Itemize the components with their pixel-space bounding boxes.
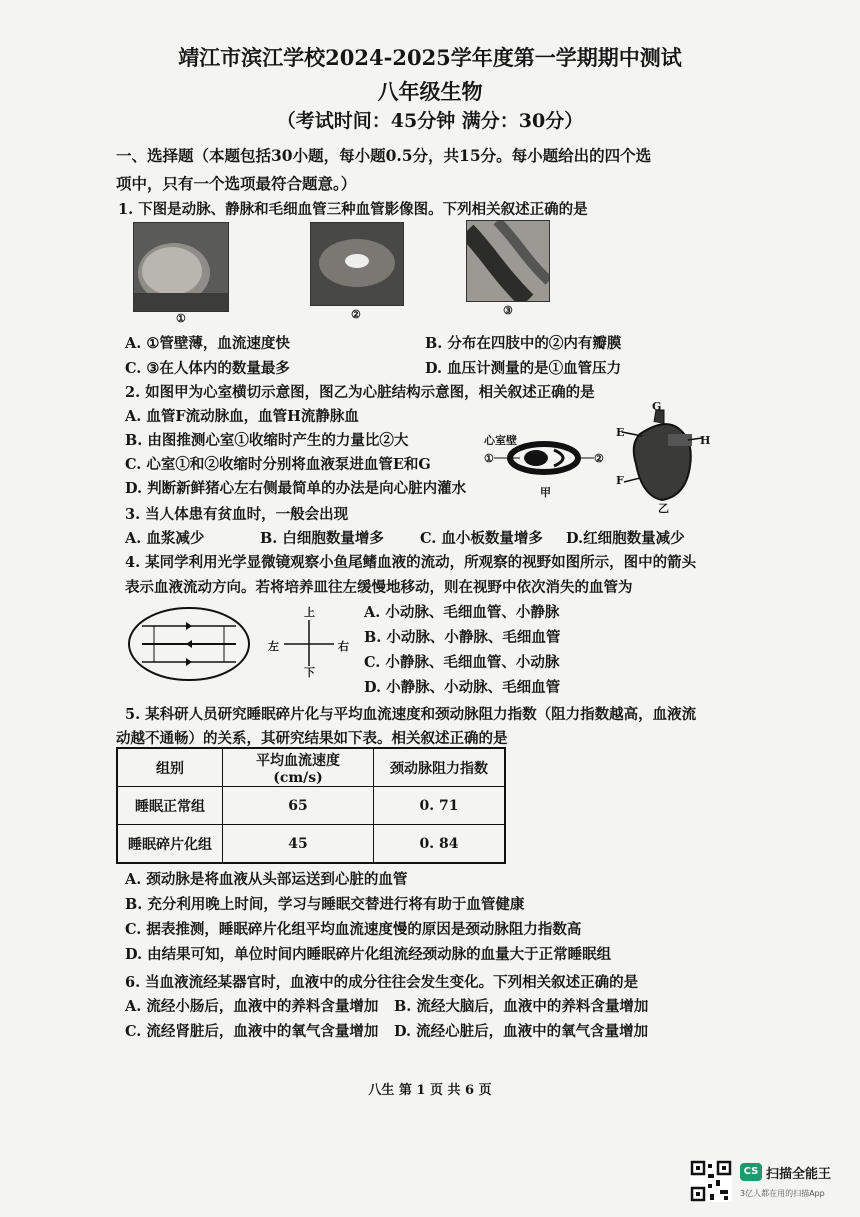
capillary-photo: [466, 220, 550, 302]
vessel-g-label: G: [652, 400, 662, 413]
table-cell: 睡眠碎片化组: [117, 825, 223, 864]
direction-compass: [264, 606, 354, 679]
q6-option-d: D. 流经心脏后，血液中的氧气含量增加: [394, 1023, 649, 1040]
ventricle-1-label: ①: [484, 452, 494, 465]
q3-option-b: B. 白细胞数量增多: [260, 530, 384, 547]
q2-option-b: B. 由图推测心室①收缩时产生的力量比②大: [125, 432, 409, 449]
section-intro-line1: 一、选择题（本题包括30小题，每小题0.5分，共15分。每小题给出的四个选: [116, 146, 652, 165]
q4-option-c: C. 小静脉、毛细血管、小动脉: [364, 654, 560, 671]
q3-option-d: D.红细胞数量减少: [566, 530, 685, 547]
vessel-h-label: H: [700, 434, 711, 447]
q1-option-a: A. ①管壁薄，血流速度快: [125, 335, 290, 352]
vessel-e-label: E: [616, 426, 625, 439]
artery-photo: [133, 222, 229, 312]
q4-option-b: B. 小动脉、小静脉、毛细血管: [364, 629, 561, 646]
table-cell: 0. 71: [374, 787, 506, 825]
q3-option-c: C. 血小板数量增多: [420, 530, 543, 547]
table-header-row: [117, 748, 505, 787]
subject-title: 八年级生物: [377, 79, 483, 104]
qr-code-icon: [690, 1160, 732, 1202]
q5-stem-line1: 5. 某科研人员研究睡眠碎片化与平均血流速度和颈动脉阻力指数（阻力指数越高，血液流: [125, 706, 697, 723]
q1-label-1: ①: [176, 312, 186, 325]
q1-option-b: B. 分布在四肢中的②内有瓣膜: [425, 335, 622, 352]
q5-option-c: C. 据表推测，睡眠碎片化组平均血流速度慢的原因是颈动脉阻力指数高: [125, 921, 582, 938]
q5-option-a: A. 颈动脉是将血液从头部运送到心脏的血管: [125, 871, 408, 888]
q1-label-3: ③: [503, 304, 513, 317]
compass-up-label: 上: [304, 606, 315, 619]
q2-option-a: A. 血管F流动脉血，血管H流静脉血: [125, 408, 359, 425]
q1-option-c: C. ③在人体内的数量最多: [125, 360, 290, 377]
table-row: [117, 787, 505, 825]
table-cell: 0. 84: [374, 825, 506, 864]
q1-stem: 1. 下图是动脉、静脉和毛细血管三种血管影像图。下列相关叙述正确的是: [118, 201, 588, 218]
heart-wall-label: 心室壁: [484, 434, 517, 447]
camscanner-tagline: 3亿人都在用的扫描App: [740, 1189, 825, 1198]
table-row: [117, 825, 505, 864]
q6-option-c: C. 流经肾脏后，血液中的氧气含量增加: [125, 1023, 379, 1040]
q2-stem: 2. 如图甲为心室横切示意图，图乙为心脏结构示意图，相关叙述正确的是: [125, 384, 595, 401]
ventricle-cross-section-figure: [484, 430, 610, 500]
sleep-study-table: [116, 747, 506, 864]
exam-title: 靖江市滨江学校2024-2025学年度第一学期期中测试: [178, 45, 682, 70]
vein-photo: [310, 222, 404, 306]
table-cell: 65: [223, 787, 374, 825]
camscanner-brand-name: 扫描全能王: [766, 1167, 832, 1182]
exam-info: （考试时间：45分钟 满分：30分）: [276, 110, 584, 132]
q5-stem-line2: 动越不通畅）的关系，其研究结果如下表。相关叙述正确的是: [116, 730, 508, 747]
q1-option-d: D. 血压计测量的是①血管压力: [425, 360, 622, 377]
table-header-cell: 颈动脉阻力指数: [374, 748, 506, 787]
table-cell: 45: [223, 825, 374, 864]
compass-right-label: 右: [338, 640, 349, 653]
q2-option-c: C. 心室①和②收缩时分别将血液泵进血管E和G: [125, 456, 431, 473]
q4-stem-line1: 4. 某同学利用光学显微镜观察小鱼尾鳍血液的流动，所观察的视野如图所示，图中的箭头: [125, 554, 697, 571]
page-footer: 八生 第 1 页 共 6 页: [368, 1083, 492, 1098]
q3-option-a: A. 血浆减少: [125, 530, 205, 547]
table-cell: 睡眠正常组: [117, 787, 223, 825]
vessel-f-label: F: [616, 474, 624, 487]
q2-option-d: D. 判断新鲜猪心左右侧最简单的办法是向心脏内灌水: [125, 480, 467, 497]
q4-option-d: D. 小静脉、小动脉、毛细血管: [364, 679, 561, 696]
q6-option-a: A. 流经小肠后，血液中的养料含量增加: [125, 998, 379, 1015]
q5-option-b: B. 充分利用晚上时间，学习与睡眠交替进行将有助于血管健康: [125, 896, 525, 913]
heart-structure-figure: [616, 400, 711, 516]
camscanner-logo-icon: CS: [740, 1163, 762, 1181]
q4-option-a: A. 小动脉、毛细血管、小静脉: [364, 604, 560, 621]
ventricle-2-label: ②: [594, 452, 604, 465]
q6-stem: 6. 当血液流经某器官时，血液中的成分往往会发生变化。下列相关叙述正确的是: [125, 974, 639, 991]
compass-left-label: 左: [268, 640, 279, 653]
section-intro-line2: 项中，只有一个选项最符合题意。）: [116, 174, 357, 193]
q4-stem-line2: 表示血液流动方向。若将培养皿往左缓慢地移动，则在视野中依次消失的血管为: [125, 579, 633, 596]
q6-option-b: B. 流经大脑后，血液中的养料含量增加: [394, 998, 649, 1015]
table-header-cell: 组别: [117, 748, 223, 787]
figure-yi-caption: 乙: [658, 502, 669, 515]
q1-label-2: ②: [351, 308, 361, 321]
table-header-cell: 平均血流速度 (cm/s): [223, 748, 374, 787]
q5-option-d: D. 由结果可知，单位时间内睡眠碎片化组流经颈动脉的血量大于正常睡眠组: [125, 946, 612, 963]
microscope-field-figure: [126, 604, 252, 684]
figure-jia-caption: 甲: [540, 486, 551, 499]
q3-stem: 3. 当人体患有贫血时，一般会出现: [125, 506, 349, 523]
compass-down-label: 下: [304, 666, 315, 679]
